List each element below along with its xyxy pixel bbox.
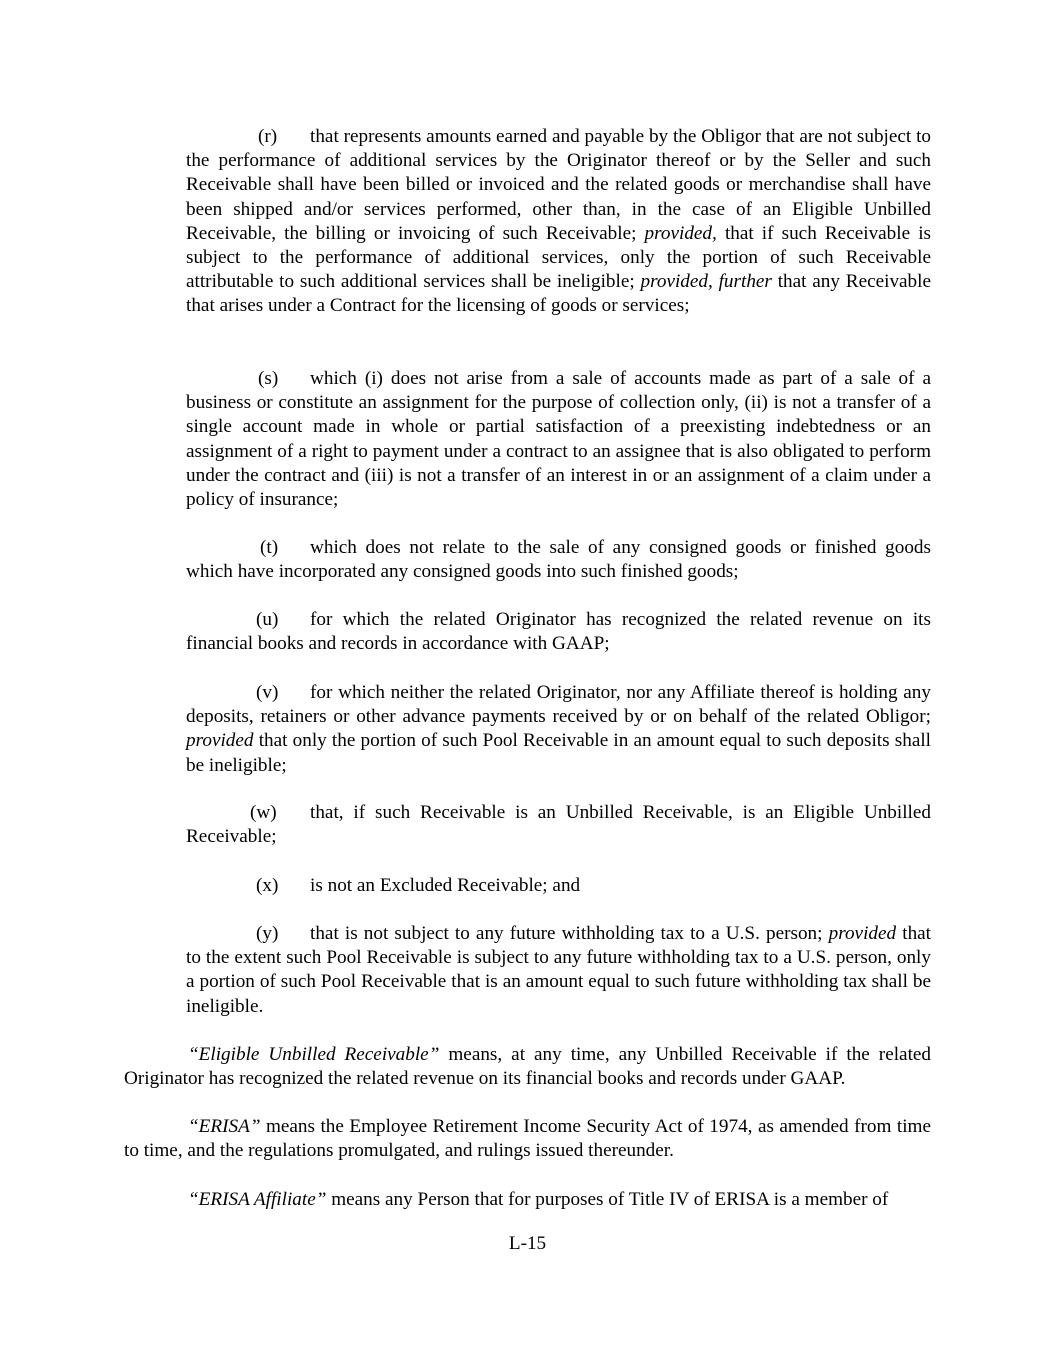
definition-erisa-affiliate [124, 1188, 931, 1212]
definition-text: means any Person that for purposes of Title IV of ERISA is a member of [331, 1189, 889, 1210]
clause-v-marker: (v) [256, 682, 279, 703]
definition-text: means the Employee Retirement Income Security Act of 1974, as amended from time to time, and the regulations promulgated, and rulings issued thereunder. [124, 1116, 931, 1162]
clause-v-text-1: for which neither the related Originator, nor any Affiliate thereof is holding any deposits, retainers or other advance payments received by or on behalf of the related Obligor; [186, 682, 931, 728]
clause-r-text-1: that represents amounts earned and payable by the Obligor that are not subject to the performance of additional services by the Originator thereof or by the Seller and such Receivable shall have been billed or invoiced and the related goods or merchandise shall have been shipped and/or services performed, other than, in the case of an Eligible Unbilled Receivable, the billing or invoicing of such Receivable; [186, 126, 931, 244]
clause-v [186, 681, 931, 778]
clause-y-marker: (y) [256, 923, 279, 944]
clause-y [186, 922, 931, 1019]
clause-v-text-2: that only the portion of such Pool Receivable in an amount equal to such deposits shall be ineligible; [186, 730, 932, 776]
definition-term: “ERISA” [188, 1116, 261, 1137]
clause-r-text-3: that any Receivable that arises under a Contract for the licensing of goods or services; [186, 271, 931, 317]
clause-v-italic-1: provided [186, 730, 254, 752]
clause-y-text-1: that is not subject to any future withholding tax to a U.S. person; [310, 923, 823, 944]
definition-eligible-unbilled-receivable [124, 1043, 931, 1091]
clause-t-text: which does not relate to the sale of any consigned goods or finished goods which have incorporated any consigned goods into such finished goods; [186, 537, 931, 583]
clause-u-text: for which the related Originator has recognized the related revenue on its financial books and records in accordance with GAAP; [186, 609, 931, 655]
definition-text: means, at any time, any Unbilled Receivable if the related Originator has recognized the related revenue on its financial books and records under GAAP. [124, 1044, 932, 1090]
definition-erisa [124, 1115, 931, 1163]
clause-x-text: is not an Excluded Receivable; and [310, 875, 581, 896]
clause-x-marker: (x) [256, 875, 279, 896]
clause-t [186, 536, 931, 584]
clause-u [186, 608, 931, 656]
clause-y-italic-1: provided [828, 923, 897, 944]
definition-term: “ERISA Affiliate” [188, 1189, 327, 1210]
clause-s-text: which (i) does not arise from a sale of accounts made as part of a sale of a business or constitute an assignment for the purpose of collection only, (ii) is not a transfer of a single account made in whole or partial satisfaction of a preexisting indebtedness or an assignment of a right to payment under a contract to an assignee that is also obligated to perform under the contract and (iii) is not a transfer of an interest in or an assignment of a claim under a policy of insurance; [186, 368, 931, 511]
clause-r-italic-1: provided, [644, 222, 717, 244]
clause-t-marker: (t) [260, 537, 279, 558]
clause-x [186, 874, 931, 898]
clause-r-italic-2: provided, further [640, 271, 772, 293]
clause-y-text-2: that to the extent such Pool Receivable is subject to any future withholding tax to a U.S. person, only a portion of such Pool Receivable that is an amount equal to such future withholding tax shall be ineligible. [186, 923, 932, 1017]
clause-w-marker: (w) [250, 802, 277, 823]
clause-r [186, 125, 931, 319]
clause-s [186, 367, 931, 512]
clause-w [186, 801, 931, 849]
clause-u-marker: (u) [256, 609, 279, 630]
definition-term: “Eligible Unbilled Receivable” [188, 1044, 440, 1065]
clause-s-marker: (s) [258, 368, 279, 389]
clause-w-text: that, if such Receivable is an Unbilled Receivable, is an Eligible Unbilled Receivable; [186, 802, 931, 848]
clause-r-marker: (r) [258, 126, 278, 147]
clause-r-text-2: that if such Receivable is subject to the performance of additional services, only the portion of such Receivable attributable to such additional services shall be ineligible; [186, 222, 932, 293]
page-number: L-15 [508, 1233, 547, 1254]
